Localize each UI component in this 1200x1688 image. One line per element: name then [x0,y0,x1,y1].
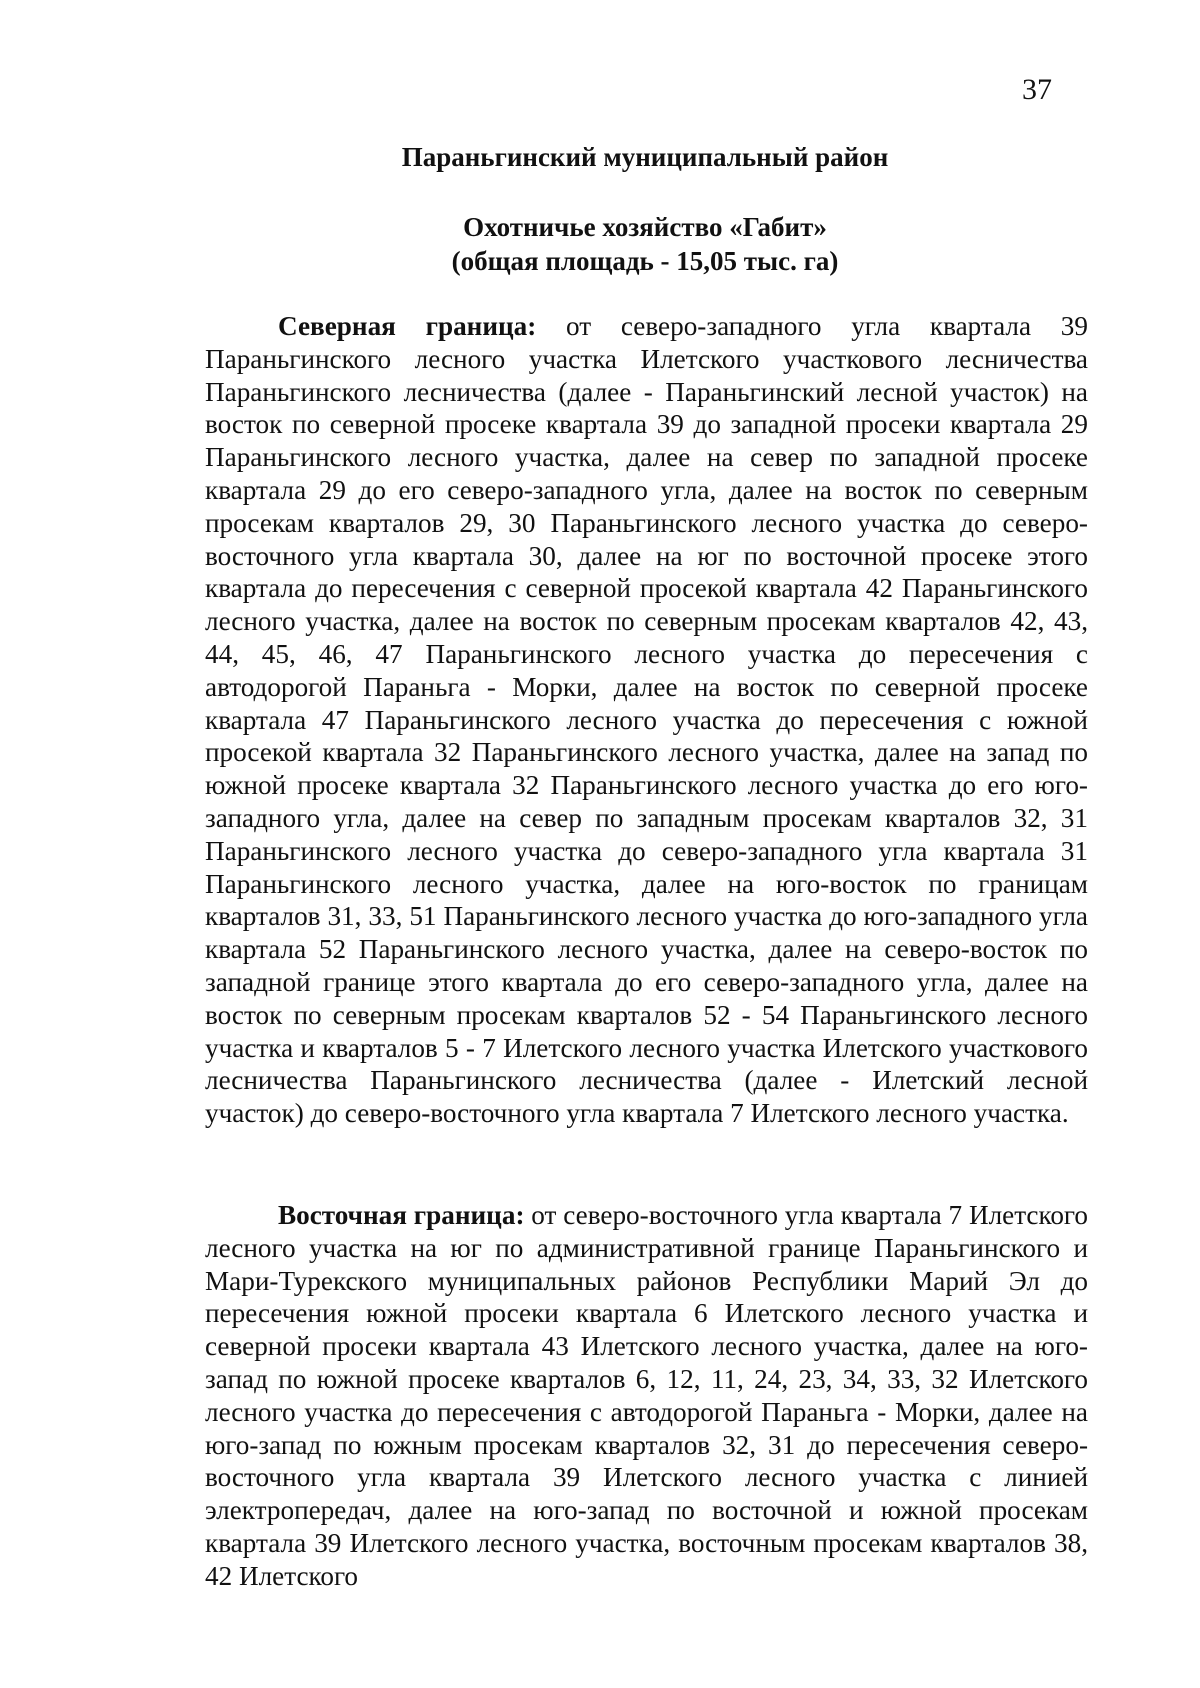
east-boundary-text: от северо-восточного угла квартала 7 Илетского лесного участка на юг по административной границе Параньгинского и Мари-Турекского муниципальных районов Республики Марий Эл до пересечения южной просеки квартала 6 Илетского лесного участка и северной просеки квартала 43 Илетского лесного участка, далее на юго-запад по южной просеке кварталов 6, 12, 11, 24, 23, 34, 33, 32 Илетского лесного участка до пересечения с автодорогой Параньга - Морки, далее на юго-запад по южным просекам кварталов 32, 31 до пересечения северо-восточного угла квартала 39 Илетского лесного участка с линией электропередач, далее на юго-запад по восточной и южной просекам квартала 39 Илетского лесного участка, восточным просекам кварталов 38, 42 Илетского [205,1200,1088,1591]
east-boundary-term: Восточная граница: [278,1200,525,1230]
hunting-farm-title: Охотничье хозяйство «Габит» [463,212,827,242]
page-number: 37 [1022,73,1052,106]
north-boundary-paragraph [205,310,1088,1130]
north-boundary-text: от северо-западного угла квартала 39 Параньгинского лесного участка Илетского участкового лесничества Параньгинского лесничества (далее - Параньгинский лесной участок) на восток по северной просеке квартала 39 до западной просеки квартала 29 Параньгинского лесного участка, далее на север по западной просеке квартала 29 до его северо-западного угла, далее на восток по северным просекам кварталов 29, 30 Параньгинского лесного участка до северо-восточного угла квартала 30, далее на юг по восточной просеке этого квартала до пересечения с северной просекой квартала 42 Параньгинского лесного участка, далее на восток по северным просекам кварталов 42, 43, 44, 45, 46, 47 Параньгинского лесного участка до пересечения с автодорогой Параньга - Морки, далее на восток по северной просеке квартала 47 Параньгинского лесного участка до пересечения с южной просекой квартала 32 Параньгинского лесного участка, далее на запад по южной просеке квартала 32 Параньгинского лесного участка до его юго-западного угла, далее на север по западным просекам кварталов 32, 31 Параньгинского лесного участка до северо-западного угла квартала 31 Параньгинского лесного участка, далее на юго-восток по границам кварталов 31, 33, 51 Параньгинского лесного участка до юго-западного угла квартала 52 Параньгинского лесного участка, далее на северо-восток по западной границе этого квартала до его северо-западного угла, далее на восток по северным просекам кварталов 52 - 54 Параньгинского лесного участка и кварталов 5 - 7 Илетского лесного участка Илетского участкового лесничества Параньгинского лесничества (далее - Илетский лесной участок) до северо-восточного угла квартала 7 Илетского лесного участка. [205,311,1088,1129]
east-boundary-paragraph [205,1199,1088,1593]
east-boundary-section [205,1199,1088,1593]
north-boundary-section [205,310,1088,1130]
district-title: Параньгинский муниципальный район [401,142,889,172]
hunting-farm-area: (общая площадь - 15,05 тыс. га) [451,246,839,276]
north-boundary-term: Северная граница: [278,311,537,341]
